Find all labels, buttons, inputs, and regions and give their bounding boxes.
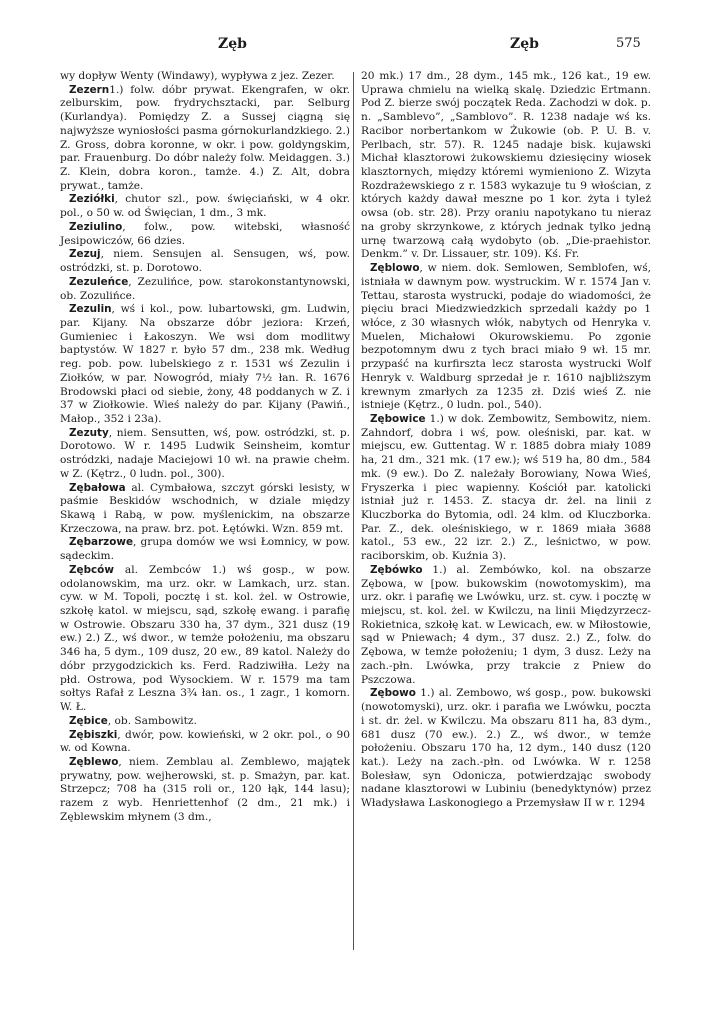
- dictionary-entry: [60, 276, 350, 303]
- entry-headword: Zęblowo: [370, 262, 420, 275]
- entry-headword: Zębałowa: [69, 481, 126, 494]
- entry-headword: Zezuleńce: [69, 275, 129, 288]
- entry-headword: Zębarzowe: [69, 536, 133, 549]
- dictionary-entry: [60, 303, 350, 426]
- entry-text: , w niem. dok. Semlowen, Semblofen, wś, istniała w dawnym pow. wystruckim. W r. 1574 Jan v. Tettau, starosta wystrucki, podaje do wiadomości, że pięciu braci Miedzwiedzkich sprzedali każdy po 1 włóce, z 30 własnych włók, nabytych od Henryka v. Muelen, Michałowi Okurowskiemu. Po zgonie bezpotomnym dwu z tych braci miało 9 wł. 15 mr. przypaść na kurfirszta lecz starosta wystrucki Wolf Henryk v. Waldburg sprzedał je r. 1610 najbliższym krewnym zmarłych za 1235 zł. Dziś wieś Z. nie istnieje (Kętrz., 0 ludn. pol., 540).: [361, 262, 651, 412]
- dictionary-entry: [60, 729, 350, 756]
- left-column: [60, 70, 350, 825]
- dictionary-entry: [361, 70, 651, 262]
- entry-headword: Zezuj: [69, 248, 101, 261]
- dictionary-entry: [361, 687, 651, 810]
- entry-text: 1.) al. Zembówko, kol. na obszarze Zębowa, w [pow. bukowskim (nowotomyskim), ma urz. okr. i parafię we Lwówku, urz. st. cyw. i pocztę w miejscu, st. kol. żel. w Kwilczu, na linii Międzyrzecz-Rokietnica, szkołę kat. w Lewicach, ew. w Miłostowie, sąd w Pniewach; 4 dym., 37 dusz. 2.) Z., folw. do Zębowa, w temże położeniu; 1 dym, 3 dusz. Leży na zach.-płn. Lwówka, przy trakcie z Pniew do Pszczowa.: [361, 563, 651, 686]
- entry-headword: Zębowice: [370, 412, 426, 425]
- dictionary-entry: [60, 482, 350, 537]
- entry-text: al. Zembców 1.) wś gosp., w pow. odolanowskim, ma urz. okr. w Lamkach, urz. stan. cyw. w M. Topoli, pocztę i st. kol. żel. w Ostrowie, szkołę katol. w miejscu, sąd, szkołę ewang. i parafię w Ostrowie. Obszaru 330 ha, 37 dym., 321 dusz (19 ew.) 2.) Z., wś dwor., w temże położeniu, ma obszaru 346 ha, 5 dym., 109 dusz, 20 ew., 89 katol. Należy do dóbr przygodzickich ks. Ferd. Radziwiłła. Leży na płd. Ostrowa, pod Wysockiem. W r. 1579 ma tam sołtys Rafał z Leszna 3¾ łan. os., 1 zagr., 1 komorn. W. Ł.: [60, 563, 350, 714]
- entry-headword: Zezern: [69, 83, 110, 96]
- dictionary-entry: [60, 248, 350, 275]
- entry-text: wy dopływ Wenty (Windawy), wypływa z jez. Zezer.: [60, 70, 335, 82]
- dictionary-entry: [60, 70, 350, 84]
- page-number: 575: [616, 36, 641, 51]
- entry-headword: Zębiszki: [69, 728, 118, 741]
- entry-text: al. Cymbałowa, szczyt górski lesisty, w paśmie Beskidów wschodnich, w dziale między Skawą i Rabą, w pow. myślenickim, na obszarze Krzeczowa, na praw. brz. pot. Łętówki. Wzn. 859 mt.: [60, 481, 350, 535]
- entry-headword: Zębówko: [370, 563, 423, 576]
- dictionary-entry: [361, 262, 651, 413]
- entry-text: 20 mk.) 17 dm., 28 dym., 145 mk., 126 kat., 19 ew. Uprawa chmielu na wielką skalę. Dziedzic Ertmann. Pod Z. bierze swój początek Reda. Zachodzi w dok. p. n. „Samblevo”, „Samblovo”. R. 1238 nadaje wś ks. Racibor norbertankom w Żukowie (ob. P. U. B. v. Perlbach, str. 57). R. 1245 nadaje bisk. kujawski Michał klasztorowi żukowskiemu dziesięciny wiosek klasztornych, między któremi wymieniono Z. Wizyta Rozdrażewskiego z r. 1583 wykazuje tu 9 włościan, z których każdy dawał meszne po 1 kor. żyta i tyleż owsa (ob. str. 28). Przy oraniu napotykano tu nieraz na groby skrzynkowe, z których jednak tylko jedną urnę twarzową całą wydobyto (ob. „Die-praehistor. Denkm.” v. Dr. Lissauer, str. 109). Kś. Fr.: [361, 70, 651, 261]
- entry-text: , ob. Sambowitz.: [107, 714, 197, 727]
- entry-headword: Zębice: [69, 714, 108, 727]
- entry-text: , Zezulińce, pow. starokonstantynowski, ob. Zozulińce.: [60, 275, 350, 302]
- dictionary-entry: [60, 84, 350, 194]
- entry-text: , wś i kol., pow. lubartowski, gm. Ludwin, par. Kijany. Na obszarze dóbr jeziora: Krzeń, Gumieniec i Łakoszyn. We wsi dom modlitwy baptystów. W 1827 r. było 57 dm., 238 mk. Według reg. pob. pow. lubelskiego z r. 1531 wś Zezulin i Ziołków, w par. Nowogród, miały 7½ łan. R. 1676 Brodowski płaci od siebie, żony, 48 poddanych w Z. i 37 w Ziołkowie. Wieś należy do par. Kijany (Pawiń., Małop., 352 i 23a).: [60, 303, 350, 425]
- column-divider: [353, 72, 354, 950]
- dictionary-entry: [60, 756, 350, 825]
- running-header: [60, 36, 660, 54]
- header-right-keyword: Zęb: [510, 36, 539, 52]
- entry-text: , dwór, pow. kowieński, w 2 okr. pol., o 90 w. od Kowna.: [60, 728, 350, 755]
- entry-headword: Zezuty: [69, 426, 109, 439]
- dictionary-entry: [60, 536, 350, 563]
- entry-text: , folw., pow. witebski, własność Jesipowiczów, 66 dzies.: [60, 220, 350, 247]
- dictionary-entry: [361, 564, 651, 687]
- entry-text: , grupa domów we wsi Łomnicy, w pow. sądeckim.: [60, 536, 350, 563]
- entry-headword: Zezulin: [69, 303, 112, 316]
- entry-headword: Zęblewo: [69, 755, 119, 768]
- dictionary-entry: [60, 427, 350, 482]
- entry-text: 1.) w dok. Zembowitz, Sembowitz, niem. Zahndorf, dobra i wś, pow. oleśniski, par. kat. w miejscu, ew. Guttentag. W r. 1885 dobra miały 1089 ha, 21 dm., 321 mk. (17 ew.); wś 519 ha, 80 dm., 584 mk. (9 ew.). Do Z. należały Borowiany, Nowa Wieś, Fryszerka i piec wapienny. Kościół par. katolicki istniał już r. 1453. Z. stacya dr. żel. na linii z Kluczborka do Bytomia, odl. 24 klm. od Kluczborka. Par. Z., dek. oleśniskiego, w r. 1869 miała 3688 katol., 53 ew., 22 izr. 2.) Z., leśnictwo, w pow. raciborskim, ob. Kuźnia 3).: [361, 412, 651, 563]
- entry-text: , chutor szl., pow. święciański, w 4 okr. pol., o 50 w. od Święcian, 1 dm., 3 mk.: [60, 193, 350, 220]
- dictionary-entry: [60, 715, 350, 729]
- right-column: [361, 70, 651, 811]
- dictionary-entry: [60, 221, 350, 248]
- entry-text: , niem. Sensutten, wś, pow. ostródzki, st. p. Dorotowo. W r. 1495 Ludwik Seinsheim, komtur ostródzki, nadaje Maciejowi 10 wł. na prawie chełm. w Z. (Kętrz., 0 ludn. pol., 300).: [60, 426, 350, 480]
- entry-headword: Zeziulino: [69, 220, 123, 233]
- dictionary-entry: [60, 564, 350, 715]
- entry-text: 1.) al. Zembowo, wś gosp., pow. bukowski (nowotomyski), urz. okr. i parafia we Lwówku, poczta i st. dr. żel. w Kwilczu. Ma obszaru 811 ha, 83 dym., 681 dusz (70 ew.). 2.) Z., wś dwor., w temże położeniu. Obszaru 170 ha, 12 dym., 140 dusz (120 kat.). Leży na zach.-płn. od Lwówka. W r. 1258 Bolesław, syn Odonicza, potwierdzając swobody nadane klasztorowi w Lubiniu (benedyktynów) przez Władysława Laskonogiego a Przemysław II w r. 1294: [361, 687, 651, 810]
- entry-headword: Zębowo: [370, 687, 416, 700]
- dictionary-entry: [60, 193, 350, 220]
- dictionary-entry: [361, 413, 651, 564]
- entry-text: , niem. Sensujen al. Sensugen, wś, pow. ostródzki, st. p. Dorotowo.: [60, 248, 350, 275]
- entry-headword: Zębców: [69, 563, 114, 576]
- header-left-keyword: Zęb: [218, 36, 247, 52]
- entry-text: 1.) folw. dóbr prywat. Ekengrafen, w okr. zelburskim, pow. frydrychsztacki, par. Selburg (Kurlandya). Pomiędzy Z. a Sussej ciągną się najwyższe wyniosłości pasma górnokurlandzkiego. 2.) Z. Gross, dobra koronne, w okr. i pow. goldyngskim, par. Frauenburg. Do dóbr należy folw. Meidaggen. 3.) Z. Klein, dobra koron., tamże. 4.) Z. Alt, dobra prywat., tamże.: [60, 83, 350, 192]
- entry-headword: Zeziółki: [69, 193, 115, 206]
- entry-text: , niem. Zemblau al. Zemblewo, majątek prywatny, pow. wejherowski, st. p. Smażyn, par. kat. Strzepcz; 708 ha (315 roli or., 120 łąk, 144 lasu); razem z wyb. Henriettenhof (2 dm., 21 mk.) i Zęblewskim młynem (3 dm.,: [60, 755, 350, 823]
